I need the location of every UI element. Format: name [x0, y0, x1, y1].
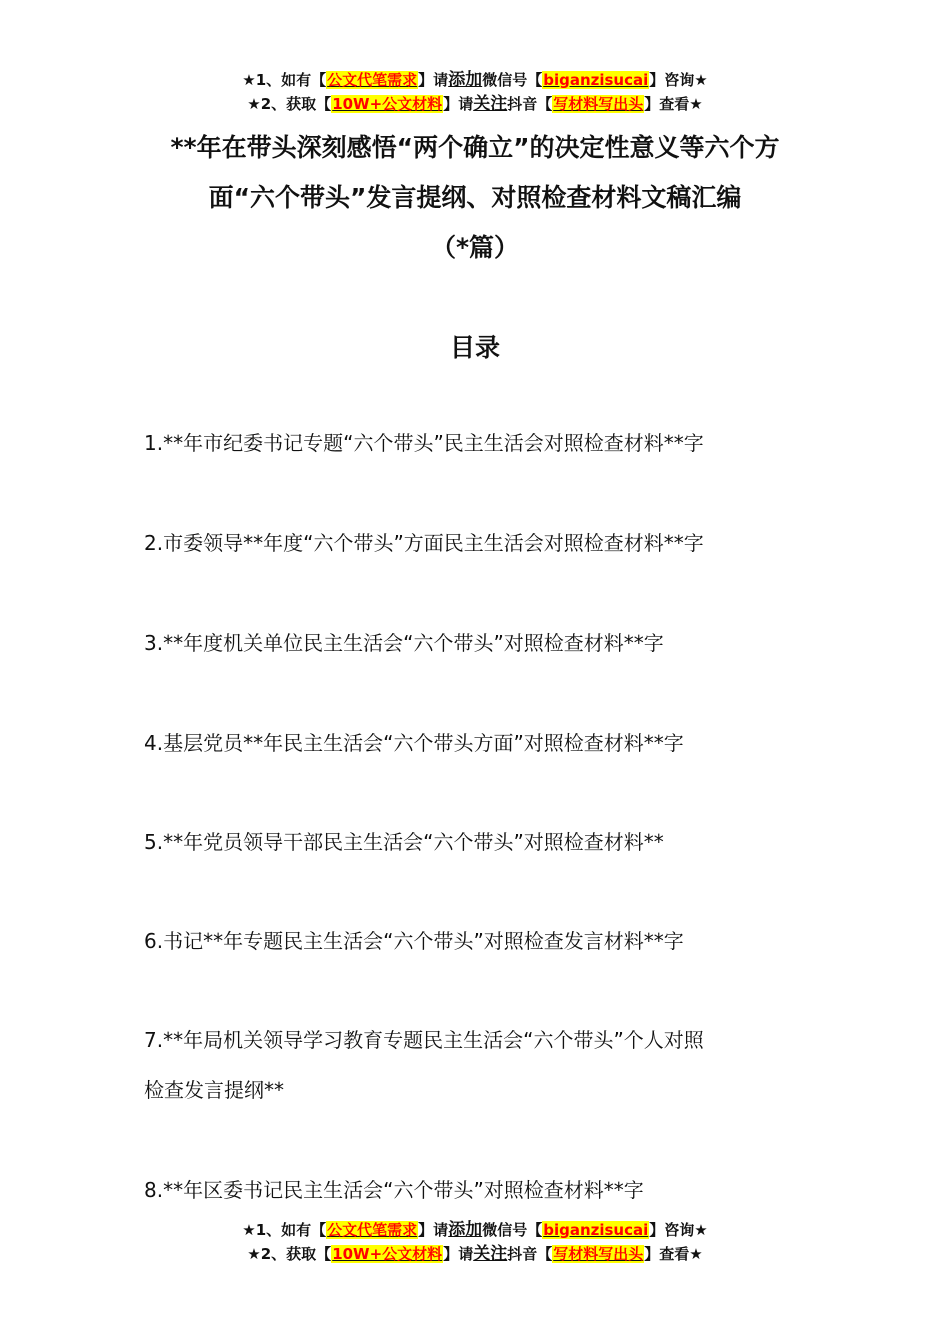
toc-item: 3.**年度机关单位民主生活会“六个带头”对照检查材料**字	[144, 631, 664, 655]
emphasis-text: 添加	[448, 70, 483, 90]
toc-item: 4.基层党员**年民主生活会“六个带头方面”对照检查材料**字	[144, 731, 684, 755]
bottom-banner	[0, 1218, 950, 1266]
highlight-materials: 10W+公文材料	[332, 95, 443, 113]
document-title-line-1: **年在带头深刻感悟“两个确立”的决定性意义等六个方	[170, 133, 780, 162]
emphasis-text: 关注	[473, 1244, 508, 1264]
toc-item: 6.书记**年专题民主生活会“六个带头”对照检查发言材料**字	[144, 929, 684, 953]
emphasis-text: 添加	[448, 1220, 483, 1240]
toc-item: 1.**年市纪委书记专题“六个带头”民主生活会对照检查材料**字	[144, 431, 704, 455]
toc-heading: 目录	[449, 333, 500, 362]
toc-item: 8.**年区委书记民主生活会“六个带头”对照检查材料**字	[144, 1178, 644, 1202]
banner-line-1: ★1、如有【公文代笔需求】请添加微信号【biganzisucai】咨询★	[242, 70, 708, 90]
highlight-douyin-id: 写材料写出头	[553, 1245, 644, 1263]
banner-line-2: ★2、获取【10W+公文材料】请关注抖音【写材料写出头】查看★	[247, 1244, 703, 1264]
toc-item-continuation: 检查发言提纲**	[144, 1078, 284, 1102]
toc-item: 5.**年党员领导干部民主生活会“六个带头”对照检查材料**	[144, 830, 664, 854]
banner-line-1: ★1、如有【公文代笔需求】请添加微信号【biganzisucai】咨询★	[242, 1220, 708, 1240]
highlight-service: 公文代笔需求	[327, 1221, 418, 1239]
emphasis-text: 关注	[473, 94, 508, 114]
highlight-materials: 10W+公文材料	[332, 1245, 443, 1263]
document-title-line-2: 面“六个带头”发言提纲、对照检查材料文稿汇编	[208, 183, 742, 212]
document-title-count: （*篇）	[430, 233, 520, 262]
highlight-douyin-id: 写材料写出头	[553, 95, 644, 113]
banner-line-2: ★2、获取【10W+公文材料】请关注抖音【写材料写出头】查看★	[247, 94, 703, 114]
highlight-wechat-id: biganzisucai	[543, 1221, 649, 1239]
toc-item: 7.**年局机关领导学习教育专题民主生活会“六个带头”个人对照	[144, 1028, 704, 1052]
toc-item: 2.市委领导**年度“六个带头”方面民主生活会对照检查材料**字	[144, 531, 704, 555]
highlight-wechat-id: biganzisucai	[543, 71, 649, 89]
highlight-service: 公文代笔需求	[327, 71, 418, 89]
top-banner	[0, 68, 950, 116]
